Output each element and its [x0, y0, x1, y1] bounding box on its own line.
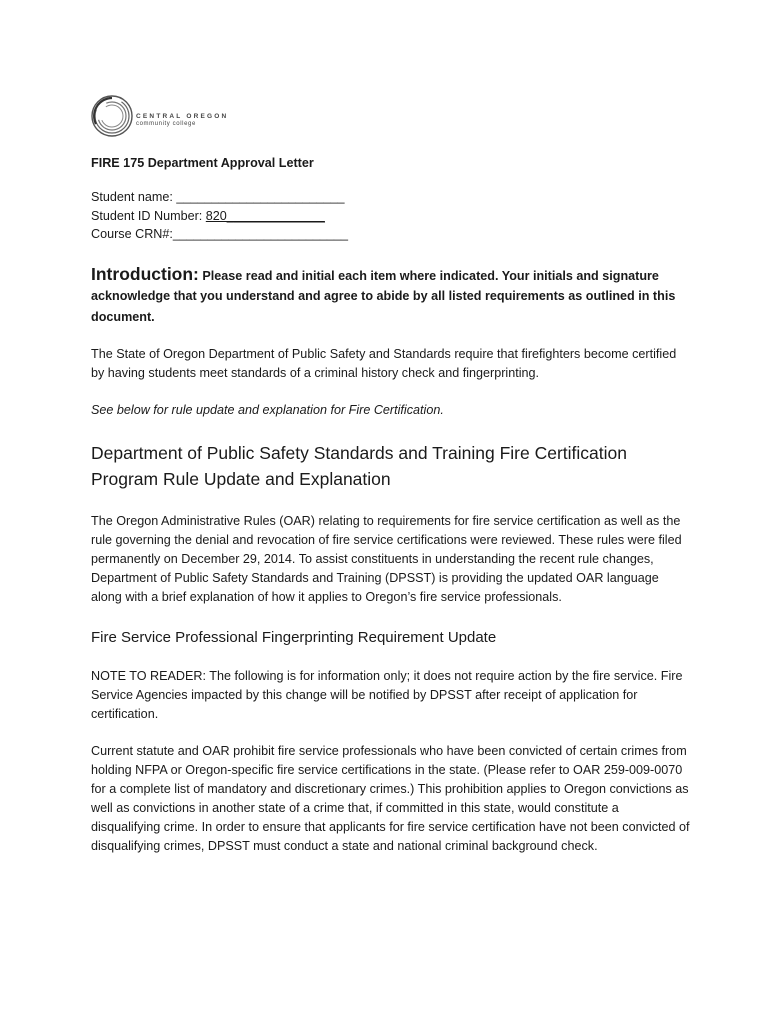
- oar-paragraph: The Oregon Administrative Rules (OAR) relating to requirements for fire service certification as well as the rule governing the denial and revocation of fire service certifications were reviewed. These rules were filed permanently on December 29, 2014. To assist constituents in understanding the recent rule changes, Department of Public Safety Standards and Training (DPSST) is providing the updated OAR language along with a brief explanation of how it applies to Oregon’s fire service professionals.: [91, 514, 682, 604]
- introduction-text: Please read and initial each item where indicated. Your initials and signature acknowledge that you understand and agree to abide by all listed requirements as outlined in this document.: [91, 268, 676, 324]
- student-name-blank: ________________________: [176, 190, 345, 204]
- logo-swirl-icon: [90, 94, 134, 138]
- student-fields: [91, 188, 691, 244]
- introduction-heading: Introduction:: [91, 263, 199, 284]
- introduction-paragraph: [91, 264, 691, 328]
- section-heading-fingerprinting: Fire Service Professional Fingerprinting Requirement Update: [91, 629, 497, 646]
- student-name-line: [91, 188, 691, 207]
- course-crn-blank: _________________________: [172, 227, 348, 241]
- document-title: FIRE 175 Department Approval Letter: [91, 156, 314, 170]
- section-heading-rule-update: Department of Public Safety Standards and Training Fire Certification Program Rule Update and Explanation: [91, 443, 627, 489]
- document-body: [91, 156, 691, 856]
- note-to-reader: NOTE TO READER: The following is for information only; it does not require action by the fire service. Fire Service Agencies impacted by this change will be notified by DPSST after receipt of application for certification.: [91, 669, 683, 721]
- state-paragraph: The State of Oregon Department of Public Safety and Standards require that firefighters become certified by having students meet standards of a criminal history check and fingerprinting.: [91, 347, 677, 380]
- student-id-line: [91, 207, 691, 226]
- student-id-label: Student ID Number:: [91, 208, 203, 223]
- see-below-note: See below for rule update and explanation for Fire Certification.: [91, 403, 444, 417]
- course-crn-line: [91, 225, 691, 244]
- student-name-label: Student name:: [91, 190, 173, 204]
- student-id-value: 820______________: [205, 208, 325, 223]
- course-crn-label: Course CRN#:: [91, 227, 173, 241]
- statute-paragraph: Current statute and OAR prohibit fire service professionals who have been convicted of certain crimes from holding NFPA or Oregon-specific fire service certifications in the state. (Please refer to OAR 259-009-0070 for a complete list of mandatory and discretionary crimes.) This prohibition applies to Oregon convictions as well as convictions in another state of a crime that, if committed in this state, would constitute a disqualifying crime. In order to ensure that applicants for fire service certification have not been convicted of disqualifying crimes, DPSST must conduct a state and national criminal background check.: [91, 744, 690, 853]
- college-logo: [90, 94, 230, 138]
- logo-text-line1: CENTRAL OREGON: [136, 113, 229, 120]
- logo-text-line2: community college: [136, 121, 196, 127]
